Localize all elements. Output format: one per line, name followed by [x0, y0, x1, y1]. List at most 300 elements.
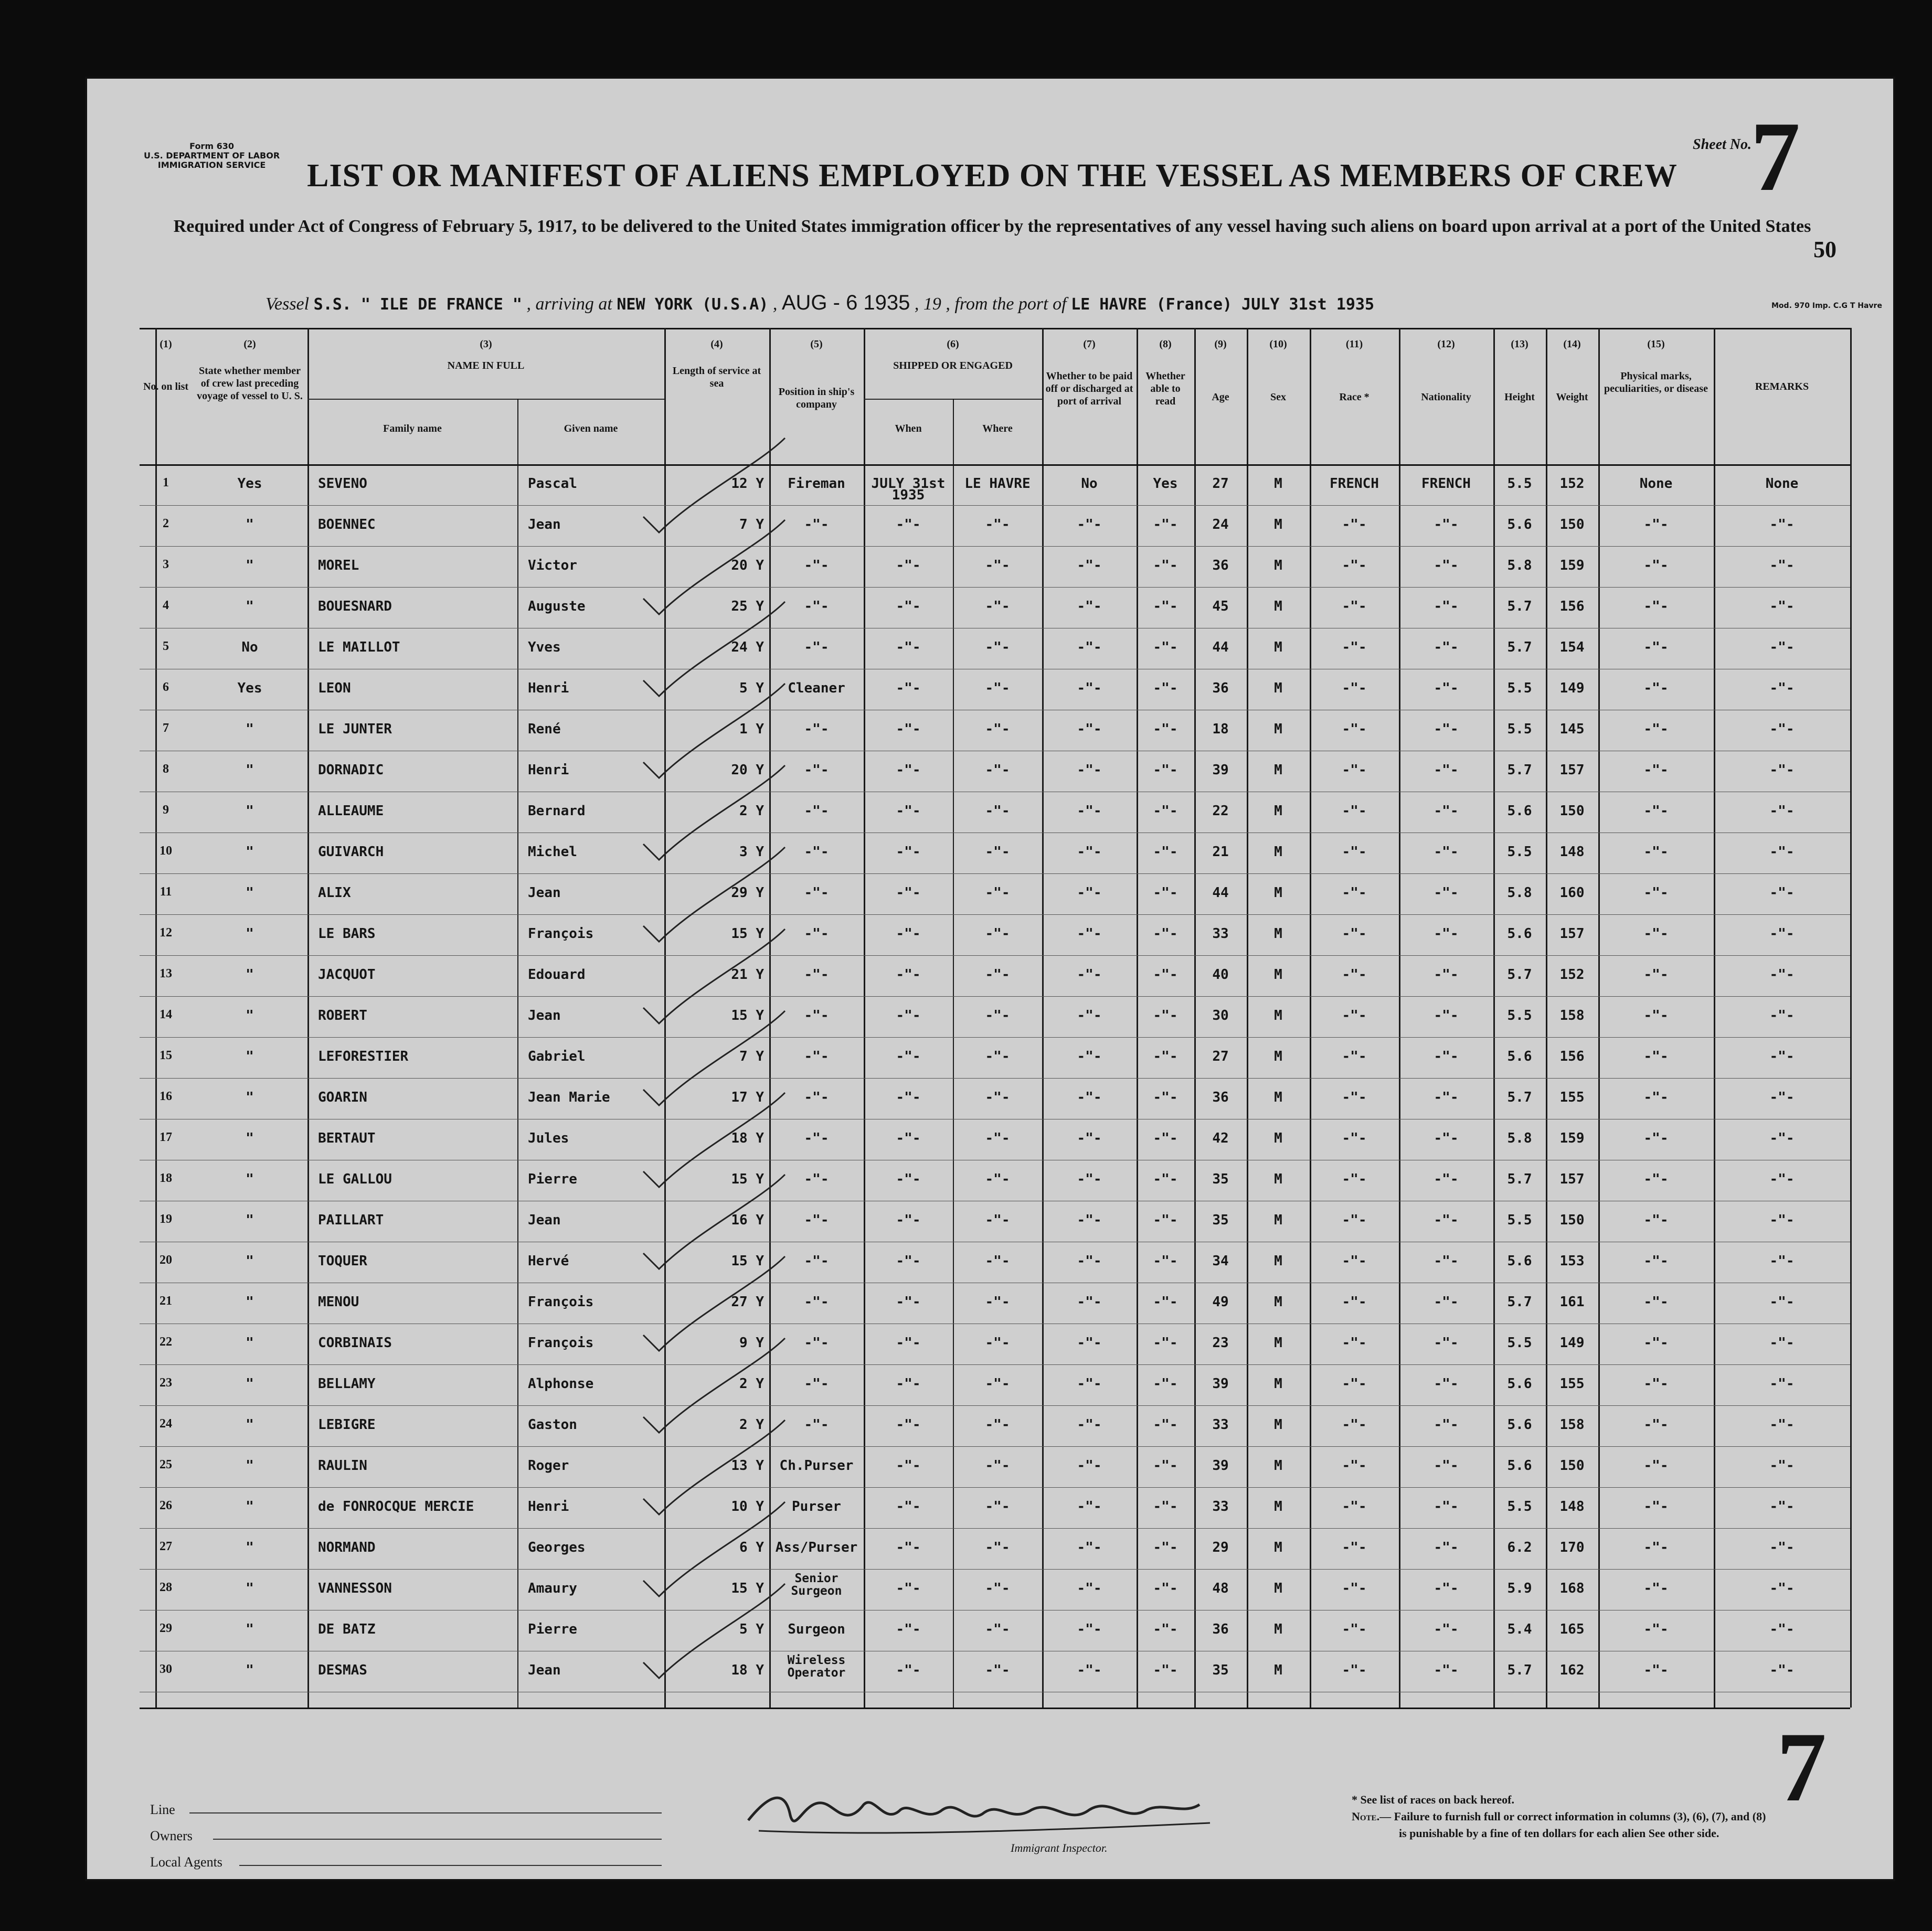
cell-age: 36	[1212, 1621, 1229, 1637]
cell-read: -"-	[1153, 1376, 1178, 1392]
cell-family: GOARIN	[318, 1090, 367, 1105]
cell-remarks: -"-	[1769, 1049, 1795, 1064]
cell-where: -"-	[985, 762, 1010, 778]
cell-position: -"-	[804, 885, 829, 901]
cell-remarks: -"-	[1769, 926, 1795, 942]
cell-weight: 149	[1559, 1335, 1585, 1351]
cell-prev: "	[246, 762, 254, 778]
table-top-rule	[140, 328, 1850, 329]
cell-given: Jean	[528, 1008, 561, 1023]
cell-service: 27 Y	[731, 1294, 764, 1310]
cell-read: -"-	[1153, 517, 1178, 532]
cell-age: 48	[1212, 1581, 1229, 1596]
cell-remarks: -"-	[1769, 680, 1795, 696]
cell-given: Jean	[528, 1212, 561, 1228]
cell-prev: "	[246, 517, 254, 532]
column-header: Length of service at sea	[672, 365, 761, 389]
cell-prev: "	[246, 967, 254, 983]
cell-service: 7 Y	[739, 517, 764, 532]
cell-sex: M	[1274, 1458, 1282, 1474]
cell-family: BOENNEC	[318, 517, 376, 532]
cell-when: -"-	[896, 1294, 921, 1310]
cell-prev: "	[246, 1499, 254, 1514]
cell-race: -"-	[1342, 558, 1367, 573]
cell-sex: M	[1274, 1253, 1282, 1269]
owners-rule	[213, 1839, 662, 1840]
cell-position: -"-	[804, 1008, 829, 1023]
cell-service: 21 Y	[731, 967, 764, 983]
note-label: Note.—	[1352, 1810, 1392, 1823]
cell-position: Ch.Purser	[779, 1458, 854, 1474]
cell-where: -"-	[985, 1171, 1010, 1187]
cell-paid: -"-	[1077, 1212, 1102, 1228]
cell-family: ALIX	[318, 885, 351, 901]
cell-remarks: -"-	[1769, 803, 1795, 819]
cell-no: 27	[160, 1540, 172, 1553]
cell-given: Victor	[528, 558, 577, 573]
cell-prev: "	[246, 1130, 254, 1146]
cell-remarks: -"-	[1769, 1458, 1795, 1474]
cell-nat: -"-	[1434, 967, 1459, 983]
cell-service: 12 Y	[731, 476, 764, 492]
cell-position: -"-	[804, 1294, 829, 1310]
cell-remarks: -"-	[1769, 639, 1795, 655]
cell-marks: None	[1639, 476, 1673, 492]
cell-paid: -"-	[1077, 1581, 1102, 1596]
cell-nat: FRENCH	[1421, 476, 1471, 492]
cell-service: 2 Y	[739, 1376, 764, 1392]
column-number: (10)	[1269, 338, 1287, 350]
cell-height: 5.7	[1507, 1171, 1532, 1187]
cell-sex: M	[1274, 1662, 1282, 1678]
cell-when: -"-	[896, 1417, 921, 1433]
vessel-line	[266, 291, 1374, 315]
cell-marks: -"-	[1643, 762, 1669, 778]
cell-read: -"-	[1153, 639, 1178, 655]
cell-height: 5.6	[1507, 1376, 1532, 1392]
cell-age: 33	[1212, 1417, 1229, 1433]
cell-read: -"-	[1153, 885, 1178, 901]
column-header: NAME IN FULL	[447, 360, 525, 371]
cell-service: 15 Y	[731, 1253, 764, 1269]
cell-race: -"-	[1342, 844, 1367, 860]
cell-nat: -"-	[1434, 1499, 1459, 1514]
cell-service: 18 Y	[731, 1130, 764, 1146]
cell-family: de FONROCQUE MERCIE	[318, 1499, 474, 1514]
cell-prev: No	[241, 639, 258, 655]
cell-when: -"-	[896, 762, 921, 778]
cell-weight: 153	[1559, 1253, 1585, 1269]
cell-where: -"-	[985, 1253, 1010, 1269]
cell-no: 22	[160, 1335, 172, 1349]
cell-sex: M	[1274, 844, 1282, 860]
cell-race: -"-	[1342, 639, 1367, 655]
cell-nat: -"-	[1434, 844, 1459, 860]
cell-given: François	[528, 926, 594, 942]
cell-remarks: -"-	[1769, 885, 1795, 901]
cell-read: -"-	[1153, 1417, 1178, 1433]
cell-nat: -"-	[1434, 803, 1459, 819]
cell-where: -"-	[985, 885, 1010, 901]
cell-marks: -"-	[1643, 1171, 1669, 1187]
column-number: (4)	[710, 338, 723, 350]
cell-where: -"-	[985, 1581, 1010, 1596]
cell-read: -"-	[1153, 1090, 1178, 1105]
cell-prev: "	[246, 721, 254, 737]
cell-race: -"-	[1342, 1621, 1367, 1637]
cell-given: Jean	[528, 1662, 561, 1678]
cell-weight: 168	[1559, 1581, 1585, 1596]
cell-paid: -"-	[1077, 1376, 1102, 1392]
cell-no: 28	[160, 1581, 172, 1594]
cell-weight: 155	[1559, 1376, 1585, 1392]
row-rule	[140, 1446, 1850, 1447]
cell-position: Purser	[792, 1499, 841, 1514]
column-header: Sex	[1270, 391, 1286, 403]
cell-where: -"-	[985, 517, 1010, 532]
cell-position: -"-	[804, 762, 829, 778]
cell-position: Wireless Operator	[787, 1653, 846, 1680]
cell-family: BERTAUT	[318, 1130, 376, 1146]
cell-sex: M	[1274, 803, 1282, 819]
cell-prev: "	[246, 599, 254, 614]
cell-family: ROBERT	[318, 1008, 367, 1023]
cell-race: -"-	[1342, 1008, 1367, 1023]
cell-nat: -"-	[1434, 1335, 1459, 1351]
cell-remarks: -"-	[1769, 1130, 1795, 1146]
inspector-label: Immigrant Inspector.	[1011, 1841, 1108, 1854]
cell-nat: -"-	[1434, 1417, 1459, 1433]
cell-position: -"-	[804, 1090, 829, 1105]
cell-sex: M	[1274, 1335, 1282, 1351]
cell-age: 27	[1212, 476, 1229, 492]
cell-nat: -"-	[1434, 1294, 1459, 1310]
cell-service: 15 Y	[731, 1581, 764, 1596]
cell-age: 39	[1212, 1376, 1229, 1392]
cell-service: 6 Y	[739, 1540, 764, 1555]
cell-where: -"-	[985, 639, 1010, 655]
cell-given: Alphonse	[528, 1376, 594, 1392]
column-header: SHIPPED OR ENGAGED	[893, 360, 1013, 371]
cell-remarks: -"-	[1769, 1581, 1795, 1596]
cell-height: 5.5	[1507, 680, 1532, 696]
cell-sex: M	[1274, 762, 1282, 778]
cell-read: -"-	[1153, 803, 1178, 819]
cell-weight: 149	[1559, 680, 1585, 696]
cell-prev: "	[246, 1581, 254, 1596]
cell-read: -"-	[1153, 1458, 1178, 1474]
cell-position: -"-	[804, 844, 829, 860]
cell-family: DE BATZ	[318, 1621, 376, 1637]
column-header: Age	[1212, 391, 1229, 403]
cell-family: VANNESSON	[318, 1581, 392, 1596]
cell-family: LE GALLOU	[318, 1171, 392, 1187]
cell-marks: -"-	[1643, 1008, 1669, 1023]
cell-nat: -"-	[1434, 1581, 1459, 1596]
cell-weight: 158	[1559, 1417, 1585, 1433]
cell-marks: -"-	[1643, 680, 1669, 696]
cell-service: 15 Y	[731, 926, 764, 942]
cell-where: -"-	[985, 1621, 1010, 1637]
cell-remarks: -"-	[1769, 1294, 1795, 1310]
cell-where: -"-	[985, 844, 1010, 860]
cell-family: GUIVARCH	[318, 844, 384, 860]
cell-when: -"-	[896, 967, 921, 983]
cell-sex: M	[1274, 680, 1282, 696]
agents-rule	[239, 1865, 662, 1866]
cell-weight: 160	[1559, 885, 1585, 901]
column-header: REMARKS	[1755, 381, 1809, 392]
cell-read: -"-	[1153, 721, 1178, 737]
cell-height: 5.7	[1507, 1090, 1532, 1105]
cell-where: -"-	[985, 1499, 1010, 1514]
cell-nat: -"-	[1434, 599, 1459, 614]
cell-service: 2 Y	[739, 1417, 764, 1433]
arrival-port: NEW YORK (U.S.A)	[617, 295, 769, 314]
cell-service: 2 Y	[739, 803, 764, 819]
cell-paid: -"-	[1077, 517, 1102, 532]
cell-when: -"-	[896, 885, 921, 901]
column-number: (5)	[810, 338, 823, 350]
cell-sex: M	[1274, 1130, 1282, 1146]
cell-when: -"-	[896, 1376, 921, 1392]
cell-age: 30	[1212, 1008, 1229, 1023]
cell-read: -"-	[1153, 1581, 1178, 1596]
cell-weight: 162	[1559, 1662, 1585, 1678]
cell-read: -"-	[1153, 1621, 1178, 1637]
cell-race: -"-	[1342, 1049, 1367, 1064]
cell-paid: -"-	[1077, 1621, 1102, 1637]
cell-where: -"-	[985, 1090, 1010, 1105]
cell-weight: 159	[1559, 1130, 1585, 1146]
departure-port: LE HAVRE (France) JULY 31st 1935	[1071, 295, 1375, 314]
cell-family: MENOU	[318, 1294, 359, 1310]
cell-race: -"-	[1342, 926, 1367, 942]
cell-weight: 150	[1559, 517, 1585, 532]
cell-given: Pierre	[528, 1621, 577, 1637]
cell-where: -"-	[985, 1335, 1010, 1351]
cell-service: 29 Y	[731, 885, 764, 901]
cell-given: Pierre	[528, 1171, 577, 1187]
cell-given: Pascal	[528, 476, 577, 492]
cell-when: -"-	[896, 1171, 921, 1187]
cell-prev: "	[246, 885, 254, 901]
cell-age: 36	[1212, 558, 1229, 573]
cell-marks: -"-	[1643, 1376, 1669, 1392]
cell-remarks: -"-	[1769, 1008, 1795, 1023]
cell-where: -"-	[985, 1458, 1010, 1474]
column-rule	[307, 328, 309, 1708]
column-number: (9)	[1214, 338, 1227, 350]
cell-remarks: -"-	[1769, 517, 1795, 532]
column-number: (1)	[160, 338, 172, 350]
cell-marks: -"-	[1643, 1253, 1669, 1269]
cell-position: Fireman	[788, 476, 845, 492]
cell-family: ALLEAUME	[318, 803, 384, 819]
cell-weight: 157	[1559, 762, 1585, 778]
column-subheader: Family name	[383, 423, 442, 434]
column-number: (3)	[480, 338, 492, 350]
cell-position: -"-	[804, 1417, 829, 1433]
cell-position: -"-	[804, 599, 829, 614]
row-rule	[140, 873, 1850, 874]
cell-paid: -"-	[1077, 1499, 1102, 1514]
cell-prev: "	[246, 1212, 254, 1228]
cell-position: -"-	[804, 1171, 829, 1187]
cell-given: Yves	[528, 639, 561, 655]
column-header: Whether able to read	[1145, 370, 1185, 407]
cell-nat: -"-	[1434, 517, 1459, 532]
cell-age: 33	[1212, 1499, 1229, 1514]
cell-given: Jean Marie	[528, 1090, 610, 1105]
cell-prev: Yes	[237, 680, 262, 696]
cell-weight: 152	[1559, 476, 1585, 492]
cell-height: 5.5	[1507, 1008, 1532, 1023]
column-number: (15)	[1647, 338, 1665, 350]
cell-nat: -"-	[1434, 1253, 1459, 1269]
cell-marks: -"-	[1643, 1662, 1669, 1678]
cell-given: Jean	[528, 517, 561, 532]
cell-no: 6	[163, 680, 169, 694]
cell-remarks: -"-	[1769, 1376, 1795, 1392]
cell-when: -"-	[896, 1540, 921, 1555]
cell-where: -"-	[985, 926, 1010, 942]
cell-sex: M	[1274, 1581, 1282, 1596]
cell-given: Edouard	[528, 967, 586, 983]
cell-prev: "	[246, 844, 254, 860]
cell-remarks: -"-	[1769, 1417, 1795, 1433]
cell-height: 5.6	[1507, 1049, 1532, 1064]
cell-paid: -"-	[1077, 1090, 1102, 1105]
cell-height: 5.6	[1507, 1417, 1532, 1433]
cell-height: 5.7	[1507, 1294, 1532, 1310]
cell-paid: -"-	[1077, 885, 1102, 901]
cell-service: 13 Y	[731, 1458, 764, 1474]
column-number: (12)	[1437, 338, 1455, 350]
cell-remarks: -"-	[1769, 762, 1795, 778]
cell-no: 14	[160, 1008, 172, 1021]
cell-height: 5.8	[1507, 558, 1532, 573]
cell-service: 5 Y	[739, 680, 764, 696]
cell-position: -"-	[804, 1049, 829, 1064]
cell-sex: M	[1274, 926, 1282, 942]
cell-read: -"-	[1153, 1253, 1178, 1269]
cell-remarks: -"-	[1769, 1171, 1795, 1187]
cell-weight: 148	[1559, 1499, 1585, 1514]
row-rule	[140, 1569, 1850, 1570]
cell-no: 2	[163, 517, 169, 530]
cell-height: 5.5	[1507, 844, 1532, 860]
cell-prev: "	[246, 1171, 254, 1187]
cell-family: LE JUNTER	[318, 721, 392, 737]
cell-read: Yes	[1153, 476, 1178, 492]
cell-where: -"-	[985, 1008, 1010, 1023]
cell-age: 22	[1212, 803, 1229, 819]
cell-service: 24 Y	[731, 639, 764, 655]
cell-height: 5.8	[1507, 1130, 1532, 1146]
cell-no: 7	[163, 721, 169, 735]
cell-sex: M	[1274, 639, 1282, 655]
line-rule	[189, 1812, 662, 1813]
cell-family: LEBIGRE	[318, 1417, 376, 1433]
page-title: LIST OR MANIFEST OF ALIENS EMPLOYED ON THE VESSEL AS MEMBERS OF CREW	[307, 158, 1678, 194]
page-subtitle: Required under Act of Congress of February 5, 1917, to be delivered to the United States immigration officer by the representatives of any vessel having such aliens on board upon arrival at a port of the United States	[173, 217, 1811, 236]
cell-height: 5.6	[1507, 1458, 1532, 1474]
cell-age: 24	[1212, 517, 1229, 532]
cell-sex: M	[1274, 967, 1282, 983]
cell-where: -"-	[985, 1376, 1010, 1392]
cell-paid: -"-	[1077, 844, 1102, 860]
cell-age: 36	[1212, 680, 1229, 696]
cell-nat: -"-	[1434, 1090, 1459, 1105]
vessel-name: S.S. " ILE DE FRANCE "	[313, 295, 522, 314]
row-rule	[140, 914, 1850, 915]
cell-remarks: -"-	[1769, 1499, 1795, 1514]
cell-age: 27	[1212, 1049, 1229, 1064]
cell-remarks: -"-	[1769, 1662, 1795, 1678]
cell-no: 3	[163, 558, 169, 571]
cell-family: TOQUER	[318, 1253, 367, 1269]
cell-position: -"-	[804, 1253, 829, 1269]
cell-sex: M	[1274, 721, 1282, 737]
cell-given: Henri	[528, 762, 569, 778]
cell-remarks: -"-	[1769, 1621, 1795, 1637]
cell-prev: "	[246, 1090, 254, 1105]
cell-paid: No	[1081, 476, 1098, 492]
cell-nat: -"-	[1434, 1662, 1459, 1678]
cell-weight: 152	[1559, 967, 1585, 983]
cell-race: -"-	[1342, 1130, 1367, 1146]
header-bottom-rule	[140, 464, 1850, 466]
cell-position: -"-	[804, 558, 829, 573]
cell-height: 5.8	[1507, 885, 1532, 901]
cell-marks: -"-	[1643, 639, 1669, 655]
cell-marks: -"-	[1643, 1581, 1669, 1596]
cell-sex: M	[1274, 1294, 1282, 1310]
cell-paid: -"-	[1077, 1458, 1102, 1474]
cell-given: Hervé	[528, 1253, 569, 1269]
cell-when: -"-	[896, 721, 921, 737]
cell-prev: "	[246, 1417, 254, 1433]
cell-race: -"-	[1342, 1499, 1367, 1514]
cell-age: 35	[1212, 1662, 1229, 1678]
cell-sex: M	[1274, 1376, 1282, 1392]
cell-where: -"-	[985, 558, 1010, 573]
cell-service: 18 Y	[731, 1662, 764, 1678]
cell-nat: -"-	[1434, 639, 1459, 655]
cell-when: -"-	[896, 1090, 921, 1105]
column-header: Physical marks, peculiarities, or disease	[1604, 370, 1708, 394]
cell-paid: -"-	[1077, 1130, 1102, 1146]
cell-no: 26	[160, 1499, 172, 1512]
cell-age: 39	[1212, 762, 1229, 778]
cell-read: -"-	[1153, 926, 1178, 942]
cell-read: -"-	[1153, 1130, 1178, 1146]
cell-marks: -"-	[1643, 885, 1669, 901]
cell-position: -"-	[804, 517, 829, 532]
cell-age: 40	[1212, 967, 1229, 983]
cell-family: DESMAS	[318, 1662, 367, 1678]
cell-position: Ass/Purser	[775, 1540, 858, 1555]
cell-race: -"-	[1342, 1581, 1367, 1596]
cell-marks: -"-	[1643, 1130, 1669, 1146]
column-number: (7)	[1083, 338, 1096, 350]
cell-when: -"-	[896, 1335, 921, 1351]
arrival-date: AUG - 6 1935	[781, 291, 910, 314]
cell-race: -"-	[1342, 1458, 1367, 1474]
cell-given: François	[528, 1294, 594, 1310]
cell-race: -"-	[1342, 721, 1367, 737]
